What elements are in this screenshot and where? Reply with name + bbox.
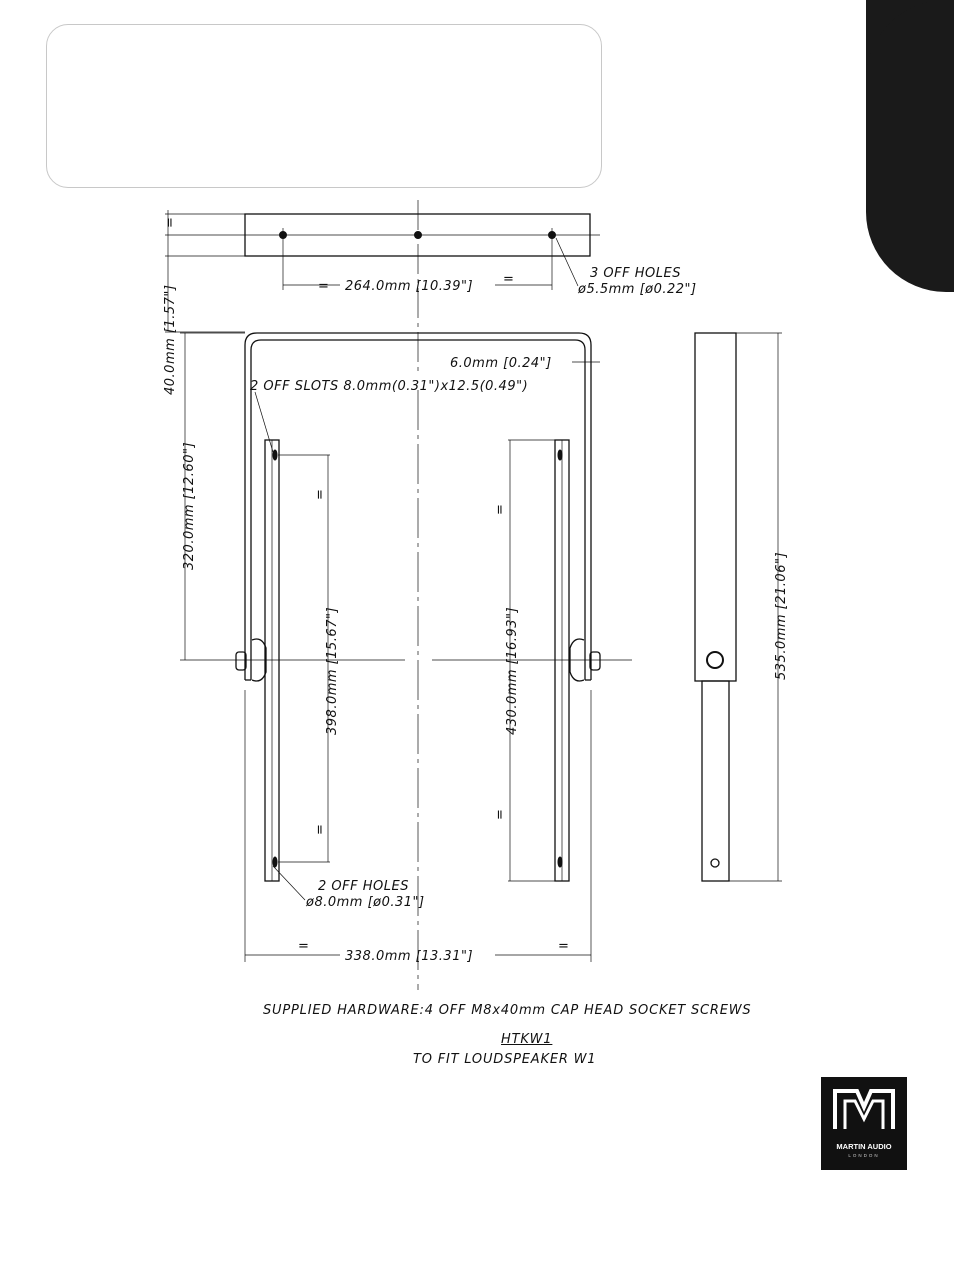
eq-right: =	[503, 272, 515, 287]
part-number: HTKW1	[501, 1032, 553, 1047]
thickness-label: 6.0mm [0.24"]	[450, 356, 552, 371]
dim-535-label: 535.0mm [21.06"]	[774, 551, 789, 680]
eq-398-top: =	[313, 488, 328, 500]
bottom-holes-2: ø8.0mm [ø0.31"]	[306, 895, 425, 910]
dim-430-label: 430.0mm [16.93"]	[505, 606, 520, 735]
bottom-holes-1: 2 OFF HOLES	[318, 879, 409, 894]
eq-430-top: =	[493, 503, 508, 515]
slots-note: 2 OFF SLOTS 8.0mm(0.31")x12.5(0.49")	[250, 379, 529, 394]
dim-320-label: 320.0mm [12.60"]	[182, 441, 197, 570]
side-knob-hole	[707, 652, 723, 668]
eq-338-left: =	[298, 939, 310, 954]
eq-430-bottom: =	[493, 808, 508, 820]
dim-338-label: 338.0mm [13.31"]	[345, 949, 474, 964]
logo-name: MARTIN AUDIO	[836, 1142, 892, 1151]
fit-note: TO FIT LOUDSPEAKER W1	[413, 1052, 597, 1067]
eq-left: =	[318, 279, 330, 294]
martin-audio-logo	[821, 1077, 907, 1170]
hardware-note: SUPPLIED HARDWARE:4 OFF M8x40mm CAP HEAD SOCKET SCREWS	[263, 1003, 752, 1018]
holes-note-1: 3 OFF HOLES	[590, 266, 681, 281]
eq-338-right: =	[558, 939, 570, 954]
dim-264-label: 264.0mm [10.39"]	[345, 279, 474, 294]
eq-depth: =	[163, 216, 178, 228]
holes-note-2: ø5.5mm [ø0.22"]	[578, 282, 697, 297]
dim-40-label: 40.0mm [1.57"]	[163, 284, 178, 395]
m-logo-icon	[821, 1077, 907, 1137]
side-arm	[702, 681, 729, 881]
eq-398-bottom: =	[313, 823, 328, 835]
dim-398-label: 398.0mm [15.67"]	[325, 606, 340, 735]
logo-sub: LONDON	[848, 1153, 880, 1158]
side-upper	[695, 333, 736, 681]
